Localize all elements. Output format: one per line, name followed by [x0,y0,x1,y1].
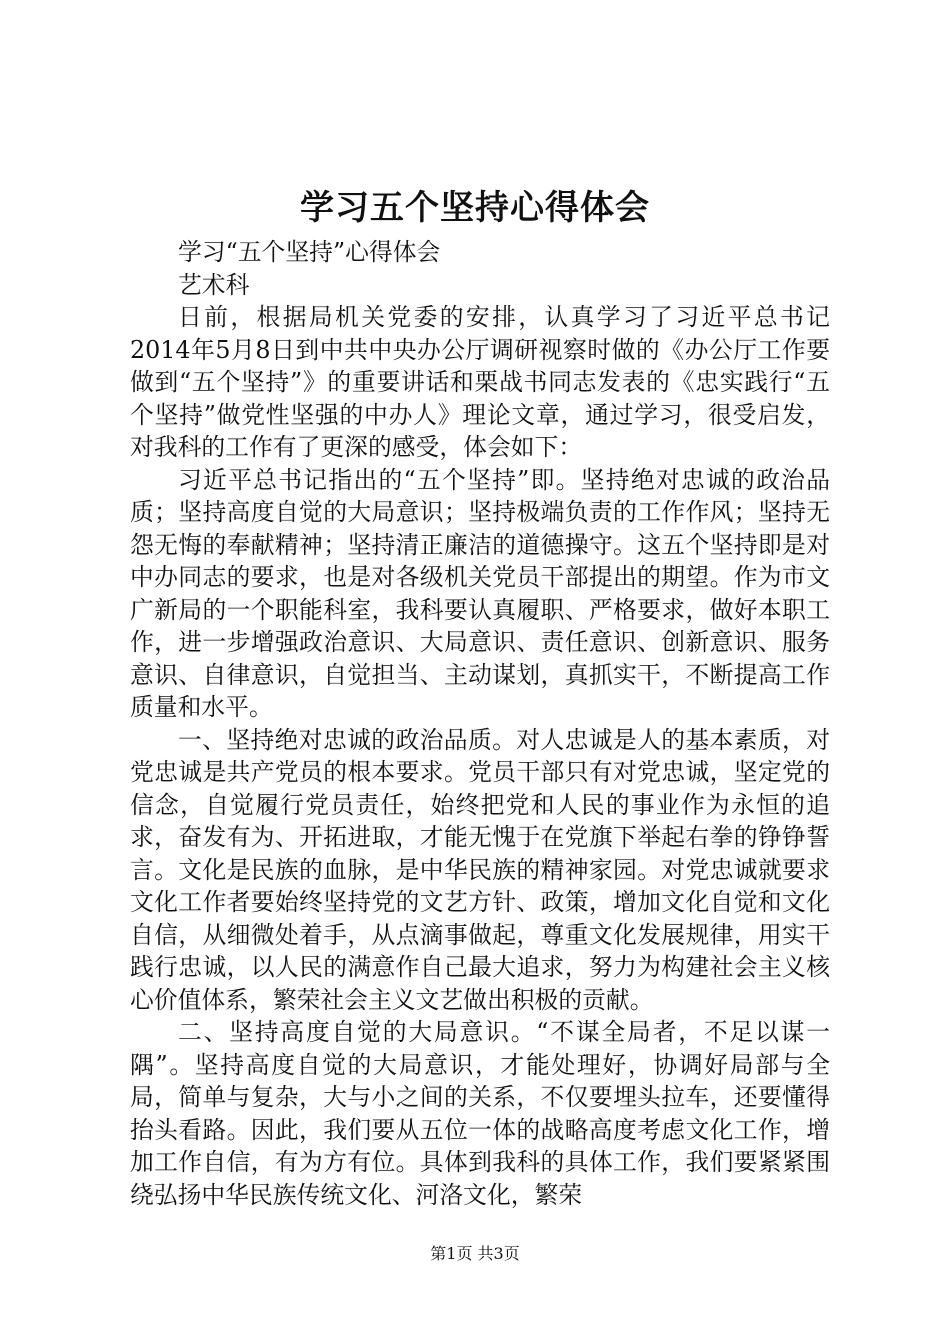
document-body [130,236,830,1211]
paragraph-intro: 日前，根据局机关党委的安排，认真学习了习近平总书记2014年5月8日到中共中央办公厅调研视察时做的《办公厅工作要做到“五个坚持”》的重要讲话和栗战书同志发表的《忠实践行“五个坚持”做党性坚强的中办人》理论文章，通过学习，很受启发，对我科的工作有了更深的感受，体会如下： [130,303,830,461]
paragraph-section-one: 一、坚持绝对忠诚的政治品质。对人忠诚是人的基本素质，对党忠诚是共产党员的根本要求。党员干部只有对党忠诚，坚定党的信念，自觉履行党员责任，始终把党和人民的事业作为永恒的追求，奋发有为、开拓进取，才能无愧于在党旗下举起右拳的铮铮誓言。文化是民族的血脉，是中华民族的精神家园。对党忠诚就要求文化工作者要始终坚持党的文艺方针、政策，增加文化自觉和文化自信，从细微处着手，从点滴事做起，尊重文化发展规律，用实干践行忠诚，以人民的满意作自己最大追求，努力为构建社会主义核心价值体系，繁荣社会主义文艺做出积极的贡献。 [130,725,830,1014]
document-title: 学习五个坚持心得体会 [300,188,650,228]
page-number-footer: 第1页 共3页 [430,1244,520,1263]
paragraph-department: 艺术科 [178,270,250,299]
paragraph-section-two: 二、坚持高度自觉的大局意识。“不谋全局者，不足以谋一隅”。坚持高度自觉的大局意识，才能处理好，协调好局部与全局，简单与复杂，大与小之间的关系，不仅要埋头拉车，还要懂得抬头看路。因此，我们要从五位一体的战略高度考虑文化工作，增加工作自信，有为方有位。具体到我科的具体工作，我们要紧紧围绕弘扬中华民族传统文化、河洛文化，繁荣 [130,1018,830,1209]
paragraph-five-persistences: 习近平总书记指出的“五个坚持”即。坚持绝对忠诚的政治品质；坚持高度自觉的大局意识；坚持极端负责的工作作风；坚持无怨无悔的奉献精神；坚持清正廉洁的道德操守。这五个坚持即是对中办同志的要求，也是对各级机关党员干部提出的期望。作为市文广新局的一个职能科室，我科要认真履职、严格要求，做好本职工作，进一步增强政治意识、大局意识、责任意识、创新意识、服务意识、自律意识，自觉担当、主动谋划，真抓实干，不断提高工作质量和水平。 [130,465,830,721]
paragraph-subtitle: 学习“五个坚持”心得体会 [178,238,441,266]
